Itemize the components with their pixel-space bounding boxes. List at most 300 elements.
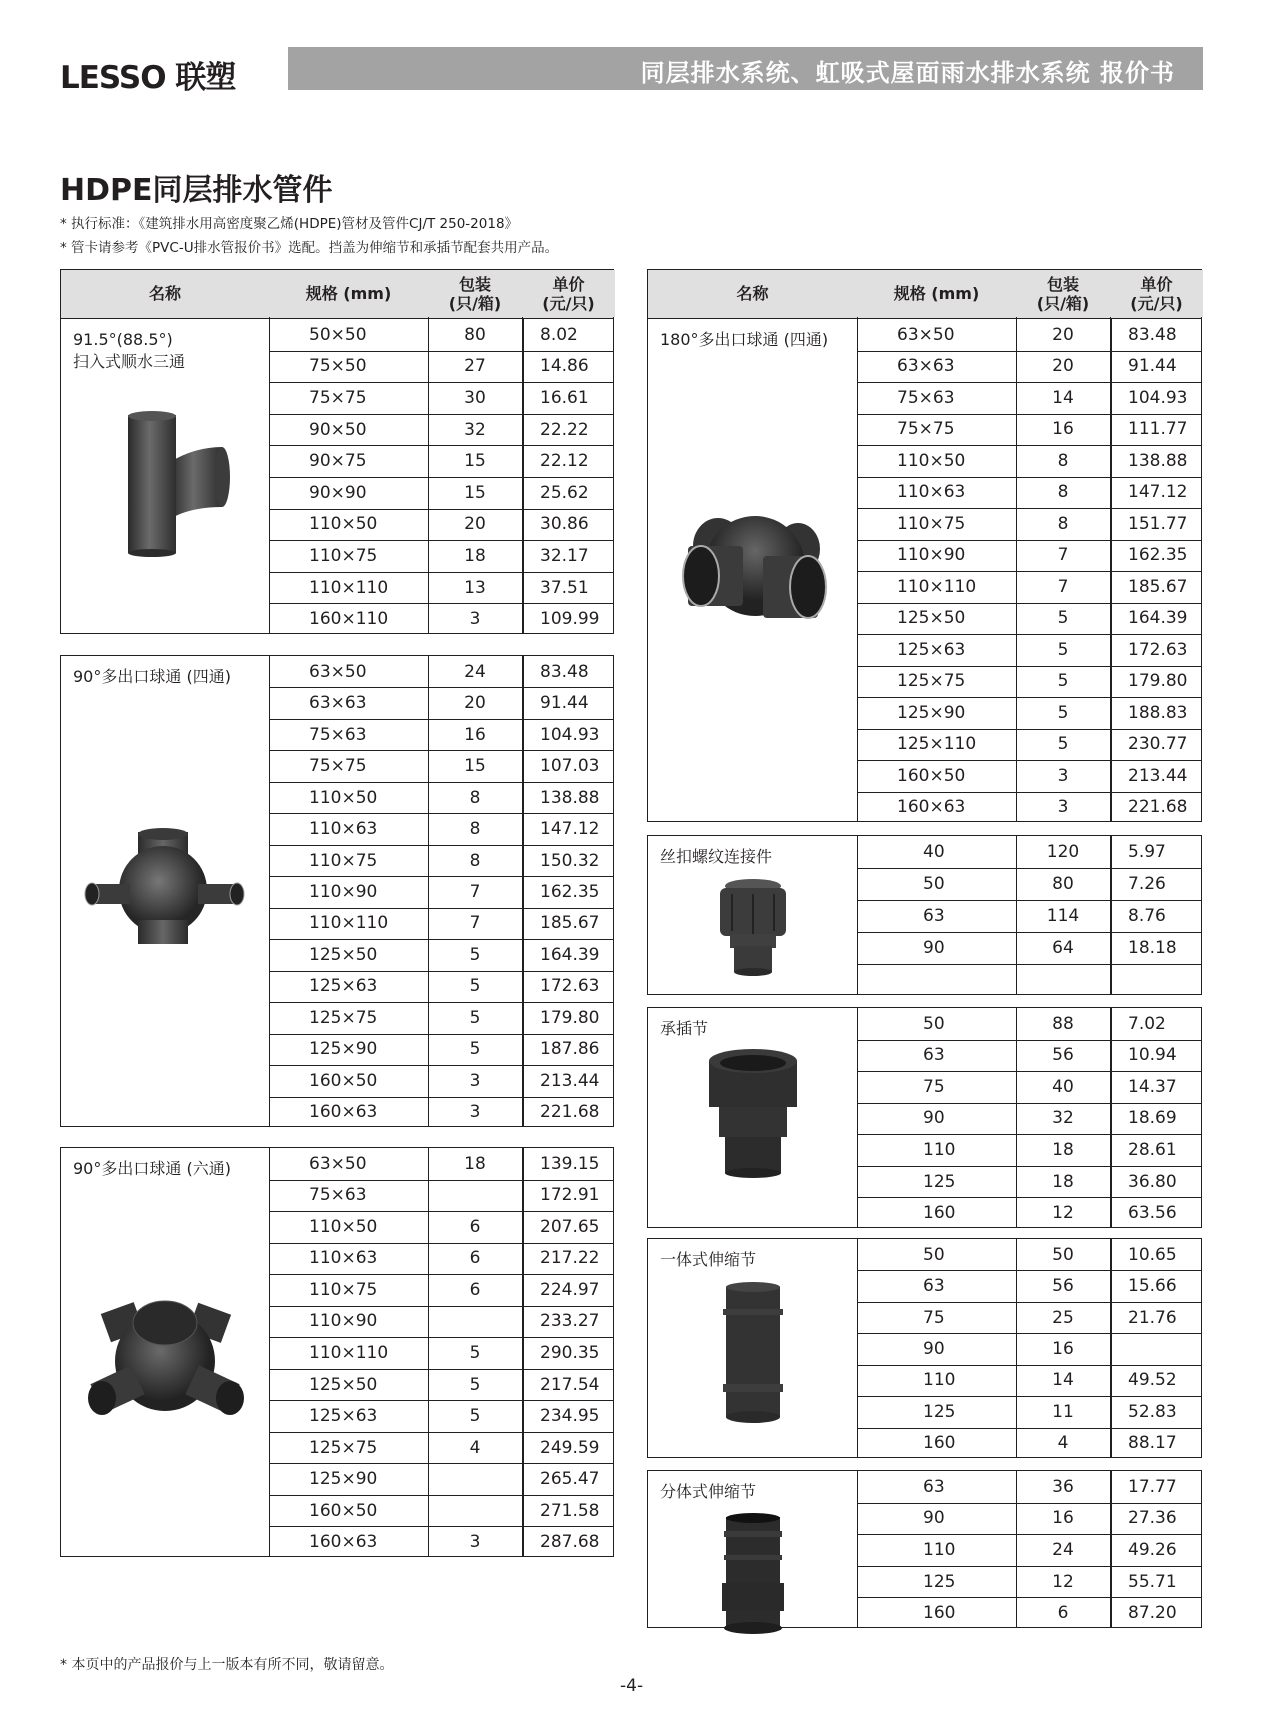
header-name-line-1: 名称	[736, 284, 769, 303]
spec-cell: 125×90	[309, 1039, 378, 1060]
pack-cell: 4	[1057, 1433, 1069, 1454]
price-cell: 213.44	[1128, 765, 1188, 786]
spec-cell: 125×50	[309, 944, 378, 965]
price-cell: 234.95	[540, 1406, 600, 1427]
product-name	[660, 846, 772, 868]
table-row	[857, 1008, 1201, 1040]
spec-cell: 125×90	[309, 1469, 378, 1490]
table-row	[269, 1495, 613, 1527]
spec-cell: 75	[923, 1076, 945, 1097]
price-cell: 217.54	[540, 1374, 600, 1395]
spec-cell: 110×63	[897, 482, 966, 503]
spec-cell: 125×50	[309, 1374, 378, 1395]
price-cell: 185.67	[1128, 576, 1188, 597]
pack-cell: 6	[469, 1248, 481, 1269]
table-row	[269, 1180, 613, 1212]
price-cell: 55.71	[1128, 1571, 1177, 1592]
price-cell: 83.48	[1128, 324, 1177, 345]
pack-cell: 3	[469, 1102, 481, 1123]
price-cell: 207.65	[540, 1216, 600, 1237]
price-cell: 172.63	[540, 976, 600, 997]
spec-cell: 125×110	[897, 734, 977, 755]
spec-cell: 90×50	[309, 419, 367, 440]
banner-title: 同层排水系统、虹吸式屋面雨水排水系统 报价书	[640, 59, 1175, 87]
pack-cell: 7	[469, 881, 481, 902]
header-pack-line-1: 包装	[458, 274, 491, 294]
price-cell: 28.61	[1128, 1140, 1177, 1161]
table-row	[269, 1463, 613, 1495]
price-cell: 249.59	[540, 1437, 600, 1458]
price-cell: 271.58	[540, 1500, 600, 1521]
table-row	[269, 971, 613, 1002]
spec-cell: 160	[923, 1433, 956, 1454]
spec-cell: 75×75	[309, 756, 367, 777]
spec-cell: 63×63	[309, 693, 367, 714]
header-pack-line-2: (只/箱)	[448, 293, 502, 313]
price-cell: 10.94	[1128, 1045, 1177, 1066]
table-row	[857, 508, 1201, 540]
pack-cell: 5	[1057, 671, 1069, 692]
pack-cell: 8	[469, 819, 481, 840]
price-cell: 8.02	[540, 324, 578, 345]
table-row	[269, 813, 613, 844]
table-row	[857, 932, 1201, 964]
product-name	[660, 1249, 756, 1271]
product-name-cell	[61, 656, 269, 1126]
price-cell: 213.44	[540, 1070, 600, 1091]
spec-cell: 110×75	[309, 850, 378, 871]
price-cell: 14.37	[1128, 1076, 1177, 1097]
price-cell: 49.26	[1128, 1539, 1177, 1560]
table-row	[857, 477, 1201, 509]
product-name-cell	[648, 1471, 857, 1627]
spec-cell: 125×75	[309, 1007, 378, 1028]
table-row	[269, 782, 613, 813]
table-row	[857, 900, 1201, 932]
product-name-text: 丝扣螺纹连接件	[660, 847, 773, 866]
product-name-cell	[648, 1008, 857, 1227]
page-number: -4-	[620, 1676, 644, 1696]
pack-cell: 3	[1057, 797, 1069, 818]
table-row	[269, 1306, 613, 1338]
price-cell: 188.83	[1128, 702, 1188, 723]
pack-cell: 5	[469, 976, 481, 997]
product-name-line-2: 扫入式顺水三通	[73, 352, 186, 371]
price-cell: 150.32	[540, 850, 600, 871]
pack-cell: 18	[464, 545, 486, 566]
table-row	[269, 750, 613, 781]
pack-cell: 56	[1052, 1276, 1074, 1297]
brand-logo: LESSO 联塑	[60, 60, 236, 96]
spec-cell: 110×50	[309, 787, 378, 808]
pack-cell: 20	[464, 693, 486, 714]
pack-cell: 4	[469, 1437, 481, 1458]
price-cell: 233.27	[540, 1311, 600, 1332]
pack-cell: 18	[1052, 1171, 1074, 1192]
pack-cell: 64	[1052, 938, 1074, 958]
price-cell: 7.02	[1128, 1013, 1166, 1034]
table-row	[857, 729, 1201, 761]
table-row	[857, 445, 1201, 477]
spec-cell: 90×90	[309, 482, 367, 503]
price-cell: 27.36	[1128, 1508, 1177, 1529]
pack-cell: 3	[469, 1070, 481, 1091]
price-cell: 221.68	[540, 1102, 600, 1123]
pack-cell: 3	[469, 609, 481, 630]
pack-cell: 8	[469, 787, 481, 808]
price-cell: 14.86	[540, 356, 589, 377]
spec-cell: 90×75	[309, 451, 367, 472]
pack-cell: 6	[1057, 1603, 1069, 1624]
pack-cell: 16	[1052, 1338, 1074, 1359]
price-cell	[1110, 964, 1203, 996]
spec-cell: 110×75	[897, 513, 966, 534]
spec-cell: 63×50	[309, 661, 367, 682]
price-cell: 7.26	[1128, 874, 1166, 894]
price-cell: 147.12	[540, 819, 600, 840]
pack-cell: 15	[464, 451, 486, 472]
spec-cell: 110×50	[897, 450, 966, 471]
product-name-line-1: 91.5°(88.5°)	[73, 330, 173, 349]
table-row	[857, 634, 1201, 666]
table-row	[269, 572, 613, 604]
price-cell: 104.93	[1128, 387, 1188, 408]
spec-cell: 160×50	[309, 1070, 378, 1091]
price-cell: 91.44	[540, 693, 589, 714]
pack-cell: 5	[1057, 608, 1069, 629]
table-row	[857, 964, 1201, 996]
table-row	[269, 477, 613, 509]
spec-cell: 63	[923, 1276, 945, 1297]
table-row	[857, 1503, 1201, 1535]
header-price-line-1: 单价	[1140, 274, 1173, 294]
spec-cell: 63×50	[309, 1153, 367, 1174]
left-table-3	[60, 1147, 614, 1557]
table-row	[857, 1534, 1201, 1566]
pack-cell: 5	[469, 944, 481, 965]
spec-cell: 125×63	[309, 976, 378, 997]
spec-cell: 110×90	[309, 1311, 378, 1332]
product-name-text: 90°多出口球通 (六通)	[73, 1159, 231, 1178]
spec-cell: 160	[923, 1603, 956, 1624]
pack-cell: 56	[1052, 1045, 1074, 1066]
spec-cell: 75×75	[897, 419, 955, 440]
pack-cell: 7	[1057, 545, 1069, 566]
spec-cell: 110	[923, 1140, 956, 1161]
spec-cell: 110×110	[309, 1342, 389, 1363]
price-cell: 32.17	[540, 545, 589, 566]
spec-cell: 90	[923, 938, 945, 958]
pack-cell: 3	[469, 1532, 481, 1553]
pack-cell: 20	[1052, 356, 1074, 377]
product-name-cell	[648, 319, 857, 821]
price-cell: 104.93	[540, 724, 600, 745]
price-cell: 179.80	[1128, 671, 1188, 692]
spec-cell: 110×63	[309, 1248, 378, 1269]
price-cell: 91.44	[1128, 356, 1177, 377]
pack-cell: 32	[1052, 1108, 1074, 1129]
spec-cell: 110×63	[309, 819, 378, 840]
price-cell: 63.56	[1128, 1203, 1177, 1224]
table-row	[857, 351, 1201, 383]
threaded-connector-image	[648, 876, 857, 976]
spec-cell: 125×50	[897, 608, 966, 629]
pack-cell: 7	[1057, 576, 1069, 597]
spec-cell: 110	[923, 1370, 956, 1391]
table-row	[269, 414, 613, 446]
price-cell: 18.69	[1128, 1108, 1177, 1129]
tee-fitting-image	[61, 407, 269, 557]
note-standard: * 执行标准：《建筑排水用高密度聚乙烯(HDPE)管材及管件CJ/T 250-2018》	[60, 216, 519, 232]
header-price-line-2: (元/只)	[1130, 293, 1183, 313]
pack-cell: 40	[1052, 1076, 1074, 1097]
table-row	[269, 876, 613, 907]
table-row	[269, 1526, 613, 1558]
pack-cell: 16	[1052, 1508, 1074, 1529]
split-expansion-joint-image	[648, 1511, 857, 1636]
price-cell: 87.20	[1128, 1603, 1177, 1624]
pack-cell: 12	[1052, 1571, 1074, 1592]
pack-cell: 24	[464, 661, 486, 682]
left-table-1	[60, 318, 614, 634]
table-row	[857, 836, 1201, 868]
product-name	[660, 329, 828, 351]
pack-cell	[1016, 964, 1110, 996]
spec-cell: 50	[923, 874, 945, 894]
pack-cell: 8	[1057, 482, 1069, 503]
table-row	[269, 382, 613, 414]
header-pack-line-2: (只/箱)	[1036, 293, 1090, 313]
product-name-cell	[648, 1239, 857, 1457]
right-table-header	[647, 269, 1202, 319]
header-spec	[857, 270, 1016, 317]
spec-cell: 110×110	[897, 576, 977, 597]
table-row	[269, 845, 613, 876]
spec-cell: 63	[923, 1045, 945, 1066]
table-row	[269, 1065, 613, 1096]
header-spec	[269, 270, 428, 317]
price-cell: 30.86	[540, 514, 589, 535]
header-price-line-2: (元/只)	[542, 293, 595, 313]
spec-cell: 125	[923, 1571, 956, 1592]
price-cell: 22.12	[540, 451, 589, 472]
table-row	[857, 1239, 1201, 1270]
product-name-cell	[61, 1148, 269, 1556]
price-cell: 162.35	[1128, 545, 1188, 566]
ball-fitting-six-way-image	[61, 1283, 269, 1423]
spec-cell: 50	[923, 1013, 945, 1034]
header-price-line-1: 单价	[552, 274, 585, 294]
integral-expansion-joint-image	[648, 1279, 857, 1424]
table-row	[857, 1471, 1201, 1503]
spec-cell: 63×63	[897, 356, 955, 377]
spec-cell: 110×90	[897, 545, 966, 566]
pack-cell: 5	[1057, 639, 1069, 660]
pack-cell: 18	[464, 1153, 486, 1174]
table-row	[269, 509, 613, 541]
pack-cell: 20	[1052, 324, 1074, 345]
pack-cell: 3	[1057, 765, 1069, 786]
spec-cell: 50	[923, 1244, 945, 1265]
header-pack	[428, 270, 522, 317]
spec-cell: 160	[923, 1203, 956, 1224]
header-spec-line-1: 规格 (mm)	[893, 284, 980, 303]
spec-cell: 160×63	[897, 797, 966, 818]
left-table-2	[60, 655, 614, 1127]
header-name-line-1: 名称	[148, 284, 181, 303]
price-cell: 17.77	[1128, 1476, 1177, 1497]
price-cell: 37.51	[540, 577, 589, 598]
price-cell: 10.65	[1128, 1244, 1177, 1265]
pack-cell: 18	[1052, 1140, 1074, 1161]
table-row	[269, 1211, 613, 1243]
spec-cell: 63×50	[897, 324, 955, 345]
price-cell: 224.97	[540, 1279, 600, 1300]
table-row	[857, 1333, 1201, 1364]
price-cell: 52.83	[1128, 1401, 1177, 1422]
table-row	[269, 1400, 613, 1432]
table-row	[269, 719, 613, 750]
product-name	[660, 1481, 756, 1503]
spec-cell: 75×63	[309, 1185, 367, 1206]
right-table-2	[647, 835, 1202, 995]
footer-note: * 本页中的产品报价与上一版本有所不同，敬请留意。	[60, 1657, 394, 1673]
product-name	[73, 1158, 231, 1180]
pack-cell: 114	[1046, 906, 1080, 926]
spec-cell: 90	[923, 1338, 945, 1359]
spec-cell: 75×50	[309, 356, 367, 377]
spec-cell: 63	[923, 906, 945, 926]
pack-cell: 80	[1052, 874, 1074, 894]
pack-cell: 8	[1057, 450, 1069, 471]
pack-cell: 13	[464, 577, 486, 598]
table-row	[857, 697, 1201, 729]
pack-cell: 8	[1057, 513, 1069, 534]
left-table-header	[60, 269, 614, 319]
pack-cell: 5	[469, 1007, 481, 1028]
table-row	[857, 666, 1201, 698]
pack-cell: 50	[1052, 1244, 1074, 1265]
price-cell: 179.80	[540, 1007, 600, 1028]
ball-fitting-four-way-image	[61, 822, 269, 952]
table-row	[269, 656, 613, 687]
product-name	[660, 1018, 708, 1040]
price-cell: 138.88	[1128, 450, 1188, 471]
pack-cell: 14	[1052, 387, 1074, 408]
right-table-5	[647, 1470, 1202, 1628]
spec-cell: 125	[923, 1171, 956, 1192]
price-cell: 187.86	[540, 1039, 600, 1060]
right-table-1	[647, 318, 1202, 822]
table-row	[269, 1274, 613, 1306]
spec-cell: 90	[923, 1508, 945, 1529]
pack-cell: 6	[469, 1216, 481, 1237]
price-cell: 8.76	[1128, 906, 1166, 926]
spec-cell: 75×63	[897, 387, 955, 408]
spec-cell: 125×75	[897, 671, 966, 692]
spec-cell: 110×90	[309, 881, 378, 902]
spec-cell: 110×75	[309, 1279, 378, 1300]
product-name-cell	[648, 836, 857, 994]
pack-cell: 8	[469, 850, 481, 871]
table-row	[857, 1428, 1201, 1459]
pack-cell: 5	[469, 1039, 481, 1060]
spec-cell: 75×75	[309, 387, 367, 408]
header-pack	[1016, 270, 1110, 317]
right-table-4	[647, 1238, 1202, 1458]
price-cell: 22.22	[540, 419, 589, 440]
spec-cell: 110	[923, 1539, 956, 1560]
pack-cell: 5	[469, 1342, 481, 1363]
spec-cell: 40	[923, 842, 945, 862]
pack-cell: 5	[469, 1406, 481, 1427]
product-name-cell	[61, 319, 269, 633]
price-cell: 265.47	[540, 1469, 600, 1490]
table-row	[857, 1597, 1201, 1629]
pack-cell: 11	[1052, 1401, 1074, 1422]
table-row	[857, 603, 1201, 635]
spec-cell: 110×50	[309, 514, 378, 535]
pack-cell: 36	[1052, 1476, 1074, 1497]
spec-cell: 110×110	[309, 913, 389, 934]
product-name	[73, 666, 231, 688]
price-cell: 111.77	[1128, 419, 1188, 440]
spec-cell: 75×63	[309, 724, 367, 745]
pack-cell: 27	[464, 356, 486, 377]
price-cell: 109.99	[540, 609, 600, 630]
product-name	[73, 329, 185, 373]
table-row	[269, 1369, 613, 1401]
pack-cell: 16	[1052, 419, 1074, 440]
table-row	[857, 1365, 1201, 1396]
table-row	[269, 908, 613, 939]
table-row	[857, 540, 1201, 572]
pack-cell: 32	[464, 419, 486, 440]
price-cell: 139.15	[540, 1153, 600, 1174]
table-row	[269, 319, 613, 351]
table-row	[269, 540, 613, 572]
table-row	[269, 1002, 613, 1033]
table-row	[857, 1197, 1201, 1229]
price-cell: 287.68	[540, 1532, 600, 1553]
right-table-3	[647, 1007, 1202, 1228]
pack-cell: 6	[469, 1279, 481, 1300]
spec-cell: 125×63	[897, 639, 966, 660]
table-row	[269, 939, 613, 970]
pack-cell: 5	[1057, 734, 1069, 755]
spec-cell: 75	[923, 1307, 945, 1328]
pack-cell: 15	[464, 756, 486, 777]
pack-cell: 120	[1046, 842, 1080, 862]
pack-cell: 25	[1052, 1307, 1074, 1328]
spec-cell: 125×75	[309, 1437, 378, 1458]
pack-cell: 15	[464, 482, 486, 503]
header-price	[1110, 270, 1203, 317]
table-row	[857, 1566, 1201, 1598]
price-cell: 138.88	[540, 787, 600, 808]
spec-cell: 160×50	[309, 1500, 378, 1521]
header-pack-line-1: 包装	[1046, 274, 1079, 294]
table-row	[857, 1071, 1201, 1103]
price-cell: 5.97	[1128, 842, 1166, 862]
pack-cell: 16	[464, 724, 486, 745]
price-cell: 15.66	[1128, 1276, 1177, 1297]
product-name-text: 承插节	[660, 1019, 709, 1038]
price-cell: 290.35	[540, 1342, 600, 1363]
price-cell: 164.39	[540, 944, 600, 965]
table-row	[857, 868, 1201, 900]
table-row	[857, 1270, 1201, 1301]
